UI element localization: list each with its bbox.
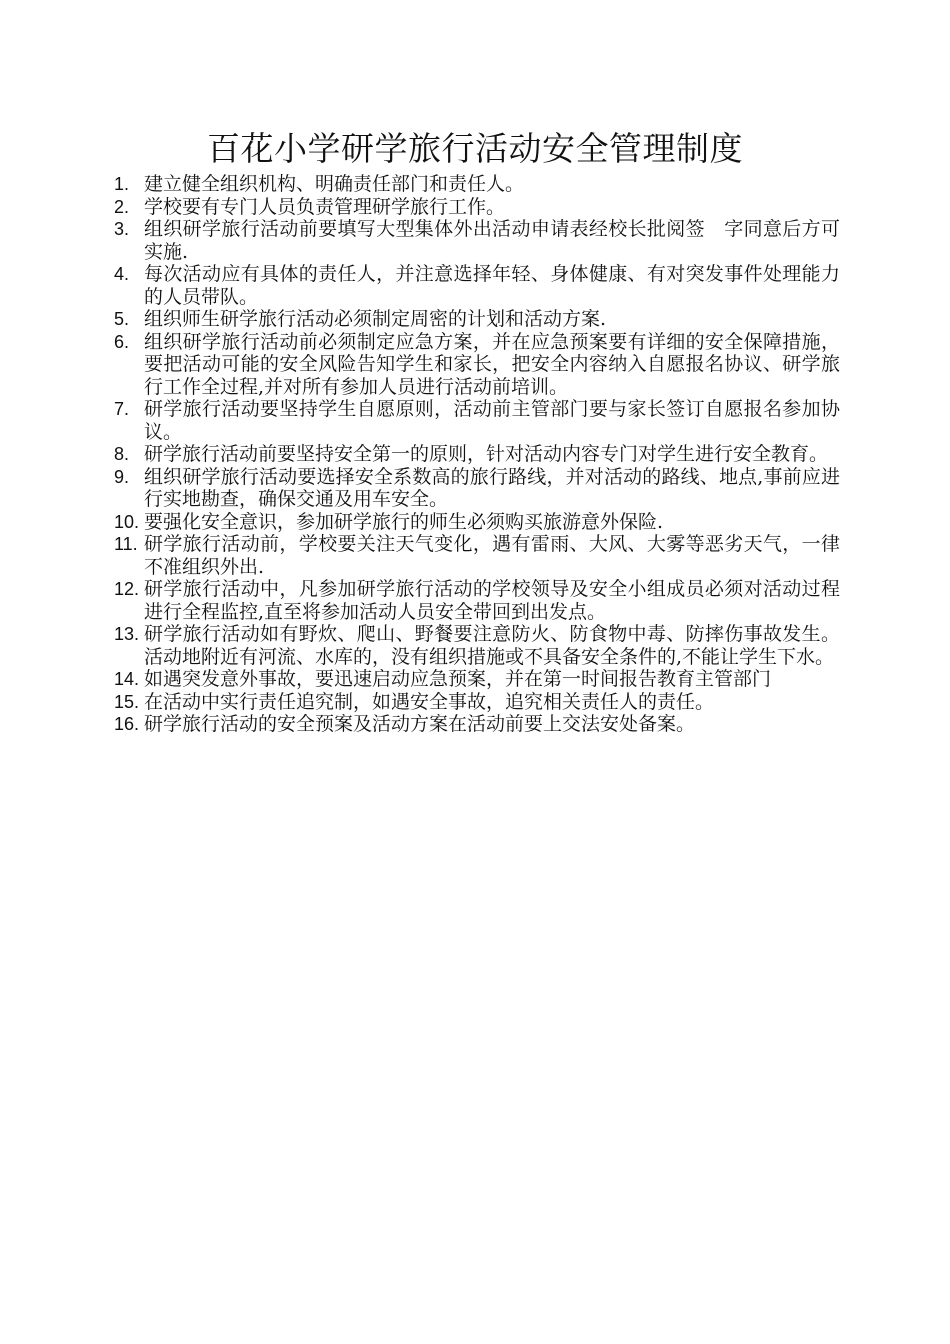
rule-number: 15. <box>114 691 140 712</box>
rule-item <box>114 398 840 443</box>
rule-number: 10. <box>114 511 140 532</box>
rule-item <box>114 511 840 534</box>
rule-text: 学校要有专门人员负责管理研学旅行工作。 <box>144 195 506 218</box>
rule-text: 研学旅行活动要坚持学生自愿原则，活动前主管部门要与家长签订自愿报名参加协议。 <box>144 398 840 443</box>
rule-text: 建立健全组织机构、明确责任部门和责任人。 <box>144 173 525 195</box>
rule-text: 研学旅行活动中，凡参加研学旅行活动的学校领导及安全小组成员必须对活动过程进行全程监控,直至将参加活动人员安全带回到出发点。 <box>144 578 840 623</box>
rule-item <box>114 331 840 399</box>
rule-item <box>114 533 840 578</box>
rule-number: 7. <box>114 399 130 419</box>
rule-number: 8. <box>114 444 130 464</box>
rule-number: 6. <box>114 331 130 352</box>
rule-text: 每次活动应有具体的责任人，并注意选择年轻、身体健康、有对突发事件处理能力的人员带队。 <box>144 263 840 308</box>
rule-item <box>114 308 840 331</box>
rule-item <box>114 691 840 714</box>
rule-item <box>114 218 840 263</box>
rule-item <box>114 623 840 668</box>
rule-text: 组织研学旅行活动前必须制定应急方案，并在应急预案要有详细的安全保障措施，要把活动可能的安全风险告知学生和家长，把安全内容纳入自愿报名协议、研学旅行工作全过程,并对所有参加人员进行活动前培训。 <box>144 330 840 398</box>
document-title: 百花小学研学旅行活动安全管理制度 <box>207 129 743 168</box>
rule-item <box>114 466 840 511</box>
rule-item <box>114 713 840 736</box>
rule-item <box>114 173 840 196</box>
rule-item <box>114 196 840 219</box>
rule-number: 13. <box>114 624 140 644</box>
rules-list <box>114 173 840 736</box>
rule-item <box>114 263 840 308</box>
rule-number: 16. <box>114 714 140 734</box>
rule-number: 9. <box>114 466 130 487</box>
rule-item <box>114 443 840 466</box>
rule-text: 组织研学旅行活动前要填写大型集体外出活动申请表经校长批阅签 字同意后方可实施. <box>144 218 840 263</box>
rule-item <box>114 668 840 691</box>
rule-text: 在活动中实行责任追究制，如遇安全事故，追究相关责任人的责任。 <box>144 690 715 713</box>
rule-text: 研学旅行活动前，学校要关注天气变化，遇有雷雨、大风、大雾等恶劣天气，一律不准组织外出. <box>144 533 840 578</box>
rule-number: 2. <box>114 196 130 217</box>
rule-number: 5. <box>114 309 130 329</box>
rule-text: 组织研学旅行活动要选择安全系数高的旅行路线，并对活动的路线、地点,事前应进行实地勘查，确保交通及用车安全。 <box>144 465 840 510</box>
rule-item <box>114 578 840 623</box>
rule-number: 11. <box>114 534 138 554</box>
rule-number: 4. <box>114 264 130 284</box>
rule-text: 组织师生研学旅行活动必须制定周密的计划和活动方案. <box>144 308 607 330</box>
rule-text: 要强化安全意识，参加研学旅行的师生必须购买旅游意外保险. <box>144 510 664 533</box>
rule-number: 12. <box>114 579 140 599</box>
rule-number: 3. <box>114 219 130 239</box>
rule-number: 1. <box>114 174 130 194</box>
rule-text: 研学旅行活动如有野炊、爬山、野餐要注意防火、防食物中毒、防摔伤事故发生。活动地附近有河流、水库的，没有组织措施或不具备安全条件的,不能让学生下水。 <box>144 623 840 668</box>
rule-text: 研学旅行活动的安全预案及活动方案在活动前要上交法安处备案。 <box>144 713 696 735</box>
rule-number: 14. <box>114 669 140 689</box>
rule-text: 如遇突发意外事故，要迅速启动应急预案，并在第一时间报告教育主管部门 <box>144 668 772 690</box>
rule-text: 研学旅行活动前要坚持安全第一的原则，针对活动内容专门对学生进行安全教育。 <box>144 443 829 465</box>
